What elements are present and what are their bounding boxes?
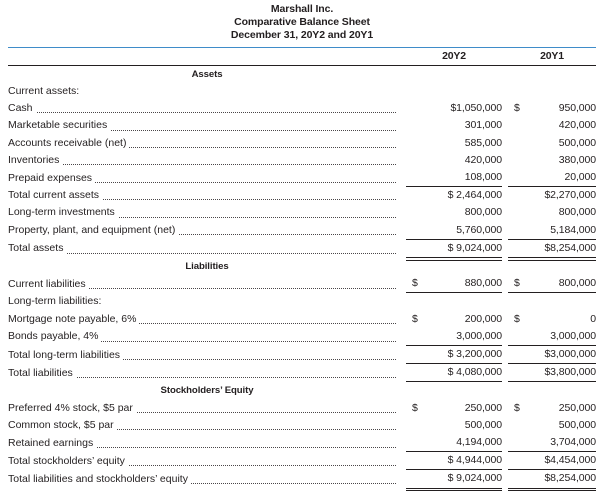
total-stockholders-equity-label-text: Total stockholders’ equity bbox=[8, 455, 128, 467]
row-value-long-term-investments-y1: 800,000 bbox=[558, 206, 596, 219]
row-value-total-stockholders-equity-y2: $ 4,944,000 bbox=[406, 452, 502, 470]
row-value-total-current-assets-y1: $2,270,000 bbox=[544, 189, 596, 202]
row-label-accounts-receivable bbox=[8, 135, 406, 152]
row-value-cash-y2: $1,050,000 bbox=[450, 102, 502, 115]
current-assets-header-y2 bbox=[406, 83, 502, 100]
row-value-current-liabilities-y1 bbox=[508, 275, 596, 293]
row-label-property-plant-equipment bbox=[8, 222, 406, 240]
row-label-marketable-securities bbox=[8, 117, 406, 134]
row-value-mortgage-note-payable-y1 bbox=[508, 311, 596, 328]
row-value-total-liabilities-y1: $3,800,000 bbox=[508, 364, 596, 382]
table-row bbox=[8, 239, 596, 257]
row-value-common-stock-y1: 500,000 bbox=[558, 418, 596, 431]
current-assets-header-y1 bbox=[508, 83, 596, 100]
long-term-liabilities-header-y1 bbox=[508, 293, 596, 311]
row-label-long-term-investments bbox=[8, 204, 406, 221]
row-value-total-liabilities-and-equity-y1: $8,254,000 bbox=[508, 470, 596, 488]
bonds-payable-label-text: Bonds payable, 4% bbox=[8, 330, 101, 342]
row-value-long-term-investments-y2: 800,000 bbox=[464, 206, 502, 219]
row-value-bonds-payable-y1: 3,000,000 bbox=[508, 328, 596, 346]
dot-leader bbox=[8, 112, 396, 113]
assets-header-y1-spacer bbox=[508, 66, 596, 83]
preferred-y2-currency: $ bbox=[412, 401, 418, 414]
marketable-securities-label-text: Marketable securities bbox=[8, 119, 110, 131]
table-row bbox=[8, 470, 596, 488]
row-value-total-assets-y1: $8,254,000 bbox=[508, 239, 596, 257]
row-value-prepaid-expenses-y1: 20,000 bbox=[508, 169, 596, 187]
section-header-row-equity bbox=[8, 382, 596, 400]
row-label-total-liabilities-and-equity bbox=[8, 470, 406, 488]
row-value-marketable-securities-y1: 420,000 bbox=[558, 119, 596, 132]
row-label-cash bbox=[8, 100, 406, 117]
table-row bbox=[8, 100, 596, 117]
accounts-receivable-label-text: Accounts receivable (net) bbox=[8, 137, 129, 149]
current-liabilities-y1-amount: 800,000 bbox=[558, 277, 596, 290]
row-value-total-liabilities-and-equity-y2: $ 9,024,000 bbox=[406, 470, 502, 488]
row-label-current-assets-header bbox=[8, 83, 406, 100]
row-label-bonds-payable bbox=[8, 328, 406, 346]
table-row bbox=[8, 346, 596, 364]
row-value-inventories-y1: 380,000 bbox=[558, 153, 596, 166]
row-label-prepaid-expenses bbox=[8, 169, 406, 187]
current-assets-header-text: Current assets: bbox=[8, 85, 82, 97]
long-term-liabilities-header-y2 bbox=[406, 293, 502, 311]
row-value-mortgage-note-payable-y2 bbox=[406, 311, 502, 328]
equity-header-y1-spacer bbox=[508, 382, 596, 400]
prepaid-expenses-label-text: Prepaid expenses bbox=[8, 172, 95, 184]
row-value-common-stock-y2: 500,000 bbox=[464, 418, 502, 431]
table-row bbox=[8, 417, 596, 434]
row-label-long-term-liabilities-header bbox=[8, 293, 406, 311]
total-long-term-liabilities-label-text: Total long-term liabilities bbox=[8, 349, 123, 361]
row-value-property-plant-equipment-y2: 5,760,000 bbox=[406, 222, 502, 240]
retained-earnings-label-text: Retained earnings bbox=[8, 437, 96, 449]
table-row bbox=[8, 135, 596, 152]
row-value-total-assets-y2: $ 9,024,000 bbox=[406, 239, 502, 257]
row-label-retained-earnings bbox=[8, 434, 406, 452]
column-header-table bbox=[8, 48, 596, 65]
row-label-common-stock bbox=[8, 417, 406, 434]
mortgage-y1-currency: $ bbox=[514, 312, 520, 325]
section-header-liabilities: Liabilities bbox=[185, 261, 229, 273]
row-value-total-current-assets-y2: $ 2,464,000 bbox=[447, 189, 502, 202]
row-value-marketable-securities-y2: 301,000 bbox=[464, 119, 502, 132]
row-value-preferred-stock-y1 bbox=[508, 400, 596, 417]
column-header-label-spacer bbox=[8, 48, 406, 65]
row-label-total-current-assets bbox=[8, 187, 406, 205]
column-header-year-prior: 20Y1 bbox=[540, 49, 564, 62]
row-value-bonds-payable-y2: 3,000,000 bbox=[406, 328, 502, 346]
statement-date: December 31, 20Y2 and 20Y1 bbox=[230, 29, 374, 42]
row-label-preferred-stock bbox=[8, 400, 406, 417]
table-row bbox=[8, 187, 596, 205]
dot-leader bbox=[8, 253, 396, 254]
preferred-y1-amount: 250,000 bbox=[558, 401, 596, 414]
preferred-y1-currency: $ bbox=[514, 401, 520, 414]
section-header-assets: Assets bbox=[191, 68, 223, 80]
total-current-assets-label-text: Total current assets bbox=[8, 189, 102, 201]
section-header-stockholders-equity: Stockholders’ Equity bbox=[160, 385, 254, 397]
total-liabilities-label-text: Total liabilities bbox=[8, 367, 76, 379]
mortgage-note-payable-label-text: Mortgage note payable, 6% bbox=[8, 313, 139, 325]
row-label-total-assets bbox=[8, 239, 406, 257]
cash-y1-amount: 950,000 bbox=[558, 102, 596, 115]
table-row bbox=[8, 400, 596, 417]
row-value-accounts-receivable-y2: 585,000 bbox=[464, 136, 502, 149]
row-value-total-long-term-liabilities-y1: $3,000,000 bbox=[508, 346, 596, 364]
preferred-stock-label-text: Preferred 4% stock, $5 par bbox=[8, 402, 136, 414]
row-label-total-stockholders-equity bbox=[8, 452, 406, 470]
row-value-current-liabilities-y2 bbox=[406, 275, 502, 293]
column-header-year-current: 20Y2 bbox=[442, 49, 466, 62]
assets-header-y2-spacer bbox=[406, 66, 502, 83]
equity-header-y2-spacer bbox=[406, 382, 502, 400]
table-row bbox=[8, 328, 596, 346]
mortgage-y2-amount: 200,000 bbox=[464, 312, 502, 325]
dot-leader bbox=[8, 164, 396, 165]
current-liabilities-y1-currency: $ bbox=[514, 277, 520, 290]
row-value-total-stockholders-equity-y1: $4,454,000 bbox=[508, 452, 596, 470]
table-row bbox=[8, 222, 596, 240]
preferred-y2-amount: 250,000 bbox=[464, 401, 502, 414]
row-value-total-liabilities-y2: $ 4,080,000 bbox=[406, 364, 502, 382]
row-label-mortgage-note-payable bbox=[8, 311, 406, 328]
cash-label-text: Cash bbox=[8, 102, 36, 114]
row-value-preferred-stock-y2 bbox=[406, 400, 502, 417]
row-label-total-liabilities bbox=[8, 364, 406, 382]
section-header-row-assets bbox=[8, 66, 596, 83]
total-liabilities-and-equity-label-text: Total liabilities and stockholders’ equity bbox=[8, 473, 191, 485]
table-row bbox=[8, 364, 596, 382]
long-term-liabilities-header-text: Long-term liabilities: bbox=[8, 295, 104, 307]
statement-name: Comparative Balance Sheet bbox=[234, 16, 370, 29]
current-liabilities-y2-amount: 880,000 bbox=[464, 277, 502, 290]
current-liabilities-y2-currency: $ bbox=[412, 277, 418, 290]
row-value-retained-earnings-y1: 3,704,000 bbox=[508, 434, 596, 452]
cash-y1-currency: $ bbox=[514, 102, 520, 115]
table-row bbox=[8, 204, 596, 221]
row-value-cash-y1 bbox=[508, 100, 596, 117]
row-value-total-long-term-liabilities-y2: $ 3,200,000 bbox=[406, 346, 502, 364]
common-stock-label-text: Common stock, $5 par bbox=[8, 419, 117, 431]
row-label-total-long-term-liabilities bbox=[8, 346, 406, 364]
table-row bbox=[8, 275, 596, 293]
table-row bbox=[8, 311, 596, 328]
current-liabilities-label-text: Current liabilities bbox=[8, 278, 89, 290]
table-row bbox=[8, 83, 596, 100]
company-name: Marshall Inc. bbox=[270, 3, 334, 15]
row-value-inventories-y2: 420,000 bbox=[464, 153, 502, 166]
row-value-retained-earnings-y2: 4,194,000 bbox=[406, 434, 502, 452]
row-value-property-plant-equipment-y1: 5,184,000 bbox=[508, 222, 596, 240]
row-label-current-liabilities bbox=[8, 275, 406, 293]
row-value-accounts-receivable-y1: 500,000 bbox=[558, 136, 596, 149]
balance-sheet-table bbox=[8, 66, 596, 489]
table-row bbox=[8, 152, 596, 169]
table-row bbox=[8, 169, 596, 187]
long-term-investments-label-text: Long-term investments bbox=[8, 206, 118, 218]
mortgage-y2-currency: $ bbox=[412, 312, 418, 325]
inventories-label-text: Inventories bbox=[8, 154, 62, 166]
table-row bbox=[8, 434, 596, 452]
table-row bbox=[8, 293, 596, 311]
row-value-prepaid-expenses-y2: 108,000 bbox=[406, 169, 502, 187]
total-assets-label-text: Total assets bbox=[8, 242, 66, 254]
table-row bbox=[8, 452, 596, 470]
column-header-row bbox=[8, 48, 596, 65]
property-plant-equipment-label-text: Property, plant, and equipment (net) bbox=[8, 224, 178, 236]
mortgage-y1-amount: 0 bbox=[590, 312, 596, 325]
row-label-inventories bbox=[8, 152, 406, 169]
statement-title-block bbox=[0, 0, 604, 43]
table-row bbox=[8, 117, 596, 134]
